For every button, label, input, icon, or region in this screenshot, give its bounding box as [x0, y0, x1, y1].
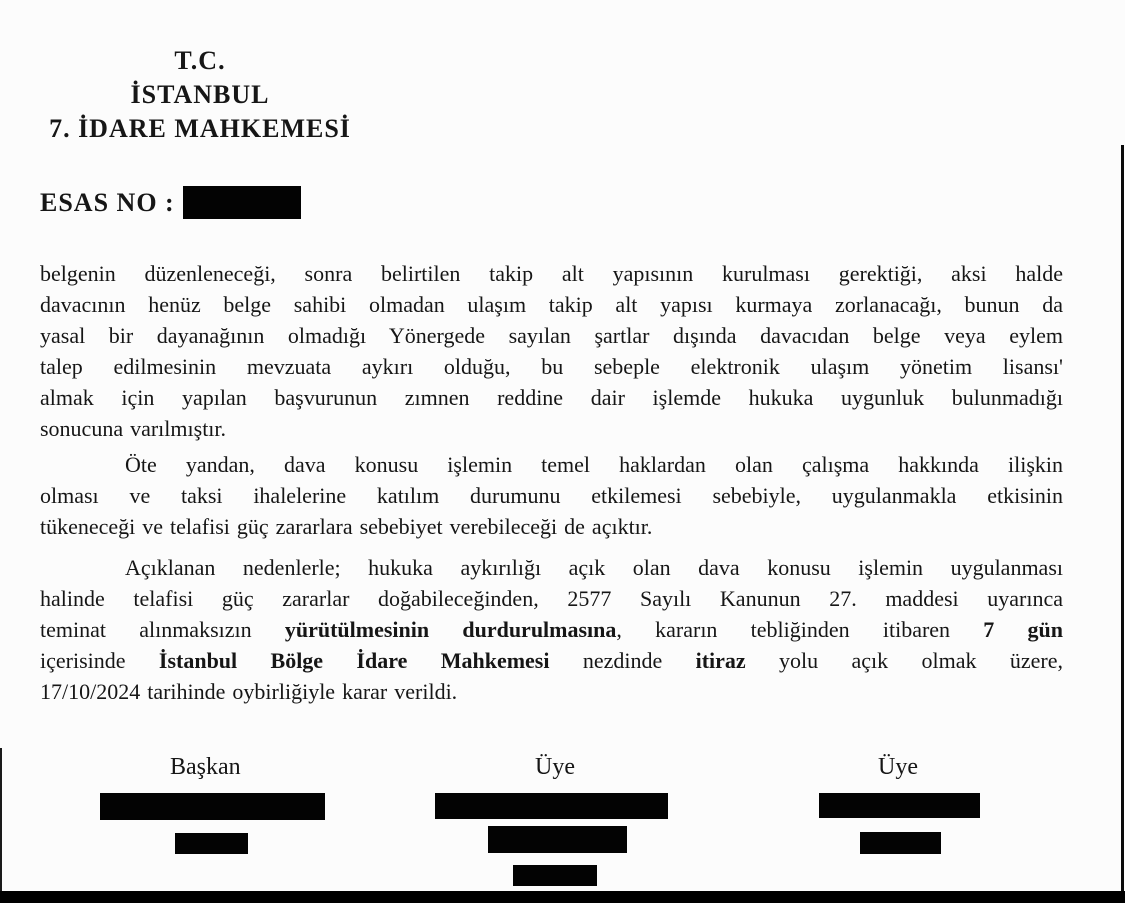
- text-line: içerisinde İstanbul Bölge İdare Mahkemesi nezdinde itiraz yolu açık olmak üzere,: [40, 648, 1063, 673]
- scan-right-edge: [1121, 145, 1124, 903]
- text-line: belgenin düzenleneceği, sonra belirtilen takip alt yapısının kurulması gerektiği, aksi halde: [40, 261, 1063, 286]
- court-header: [0, 44, 400, 146]
- document-body: [40, 258, 1063, 707]
- case-number-label: ESAS NO :: [40, 187, 175, 217]
- case-number-row: [40, 186, 301, 219]
- republic-abbreviation: T.C.: [174, 46, 226, 75]
- text-line: halinde telafisi güç zararlar doğabileceğinden, 2577 Sayılı Kanunun 27. maddesi uyarınca: [40, 586, 1063, 611]
- text-line: teminat alınmaksızın yürütülmesinin durdurulmasına, kararın tebliğinden itibaren 7 gün: [40, 617, 1063, 642]
- scan-bottom-edge: [0, 891, 1125, 903]
- city-name: İSTANBUL: [130, 80, 270, 109]
- text-line: sonucuna varılmıştır.: [40, 416, 227, 441]
- signature-title-uye-2: Üye: [878, 754, 918, 780]
- redacted-signature-bar: [435, 793, 668, 819]
- text-line: 17/10/2024 tarihinde oybirliğiyle karar verildi.: [40, 679, 458, 704]
- text-line: yasal bir dayanağının olmadığı Yönergede sayılan şartlar dışında davacıdan belge veya eylem: [40, 323, 1063, 348]
- text-line: almak için yapılan başvurunun zımnen reddine dair işlemde hukuka uygunluk bulunmadığı: [40, 385, 1063, 410]
- redacted-signature-bar: [819, 793, 980, 818]
- paragraph-decision: [40, 552, 1063, 707]
- redacted-signature-bar: [860, 832, 941, 854]
- text-line: Açıklanan nedenlerle; hukuka aykırılığı açık olan dava konusu işlemin uygulanması: [125, 555, 1063, 580]
- paragraph-assessment: [40, 449, 1063, 542]
- text-line: talep edilmesinin mevzuata aykırı olduğu, bu sebeple elektronik ulaşım yönetim lisansı': [40, 354, 1063, 379]
- case-number-redaction: [183, 186, 301, 219]
- text-line: tükeneceği ve telafisi güç zararlara sebebiyet verebileceği de açıktır.: [40, 514, 653, 539]
- paragraph-continuation: [40, 258, 1063, 444]
- redacted-signature-bar: [488, 826, 627, 853]
- court-name: 7. İDARE MAHKEMESİ: [49, 114, 351, 143]
- redacted-signature-bar: [175, 833, 248, 854]
- signature-title-uye-1: Üye: [535, 754, 575, 780]
- text-line: davacının henüz belge sahibi olmadan ulaşım takip alt yapısı kurmaya zorlanacağı, bunun da: [40, 292, 1063, 317]
- text-line: olması ve taksi ihalelerine katılım durumunu etkilemesi sebebiyle, uygulanmakla etkisinin: [40, 483, 1063, 508]
- signature-title-baskan: Başkan: [170, 754, 241, 780]
- redacted-signature-bar: [513, 865, 597, 886]
- redacted-signature-bar: [100, 793, 325, 820]
- text-line: Öte yandan, dava konusu işlemin temel haklardan olan çalışma hakkında ilişkin: [125, 452, 1063, 477]
- scan-left-edge: [0, 748, 2, 903]
